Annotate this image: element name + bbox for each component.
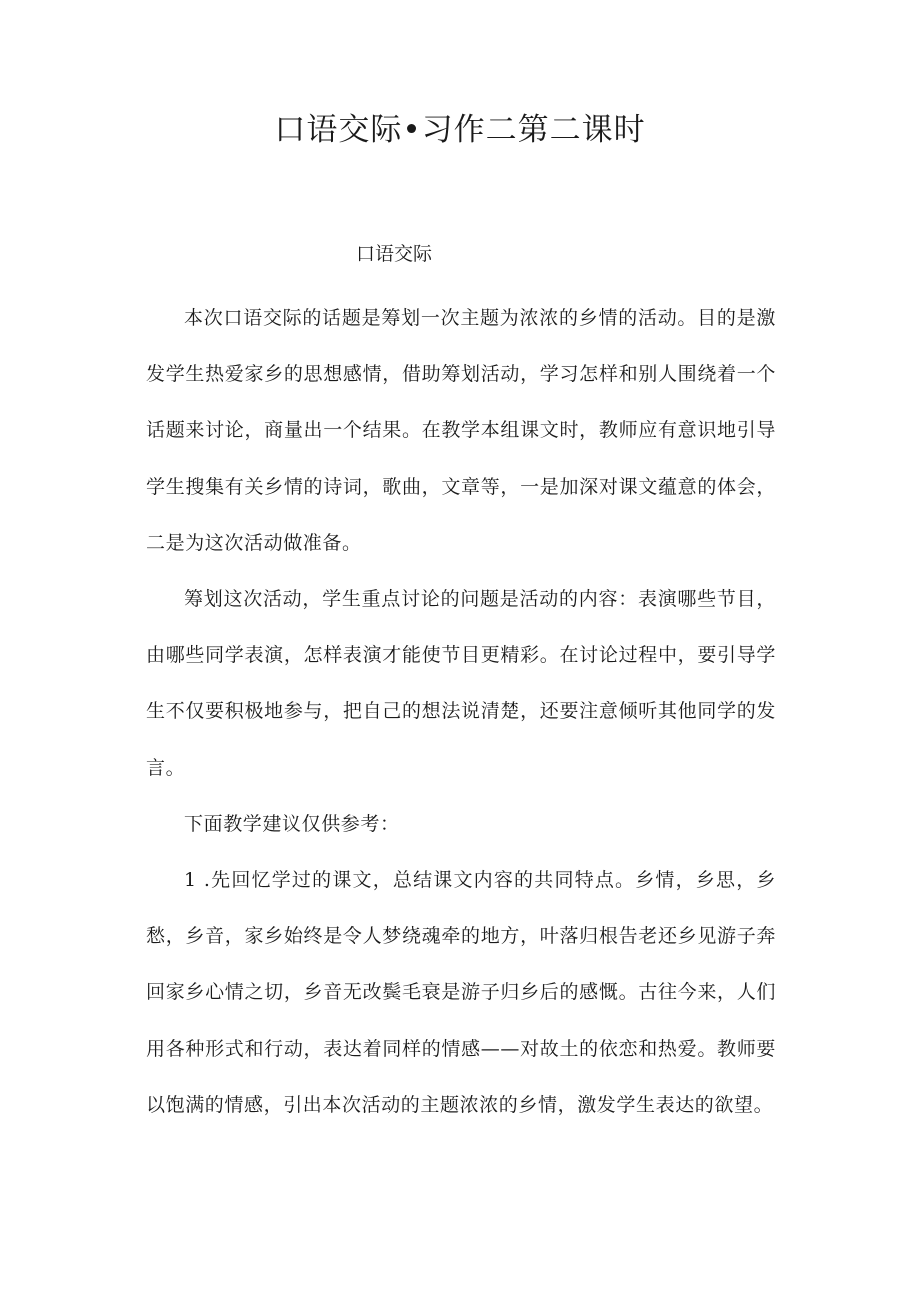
document-title: 口语交际•习作二第二课时 <box>274 112 646 148</box>
paragraph-suggestions-lead: 下面教学建议仅供参考： <box>184 812 400 835</box>
document-body <box>146 290 776 1133</box>
paragraph-planning: 筹划这次活动，学生重点讨论的问题是活动的内容：表演哪些节目，由哪些同学表演，怎样表演才能使节目更精彩。在讨论过程中，要引导学生不仅要积极地参与，把自己的想法说清楚，还要注意倾听其他同学的发言。 <box>146 588 776 779</box>
paragraph-intro: 本次口语交际的话题是筹划一次主题为浓浓的乡情的活动。目的是激发学生热爱家乡的思想感情，借助筹划活动，学习怎样和别人围绕着一个话题来讨论，商量出一个结果。在教学本组课文时，教师应有意识地引导学生搜集有关乡情的诗词，歌曲，文章等，一是加深对课文蕴意的体会，二是为这次活动做准备。 <box>146 307 776 554</box>
paragraph-item-1: 1 .先回忆学过的课文，总结课文内容的共同特点。乡情，乡思，乡愁，乡音，家乡始终是令人梦绕魂牵的地方，叶落归根告老还乡见游子奔回家乡心情之切，乡音无改鬓毛衰是游子归乡后的感慨。古往今来，人们用各种形式和行动，表达着同样的情感——对故土的依恋和热爱。教师要以饱满的情感，引出本次活动的主题浓浓的乡情，激发学生表达的欲望。 <box>146 869 776 1116</box>
section-heading: 口语交际 <box>356 243 433 265</box>
